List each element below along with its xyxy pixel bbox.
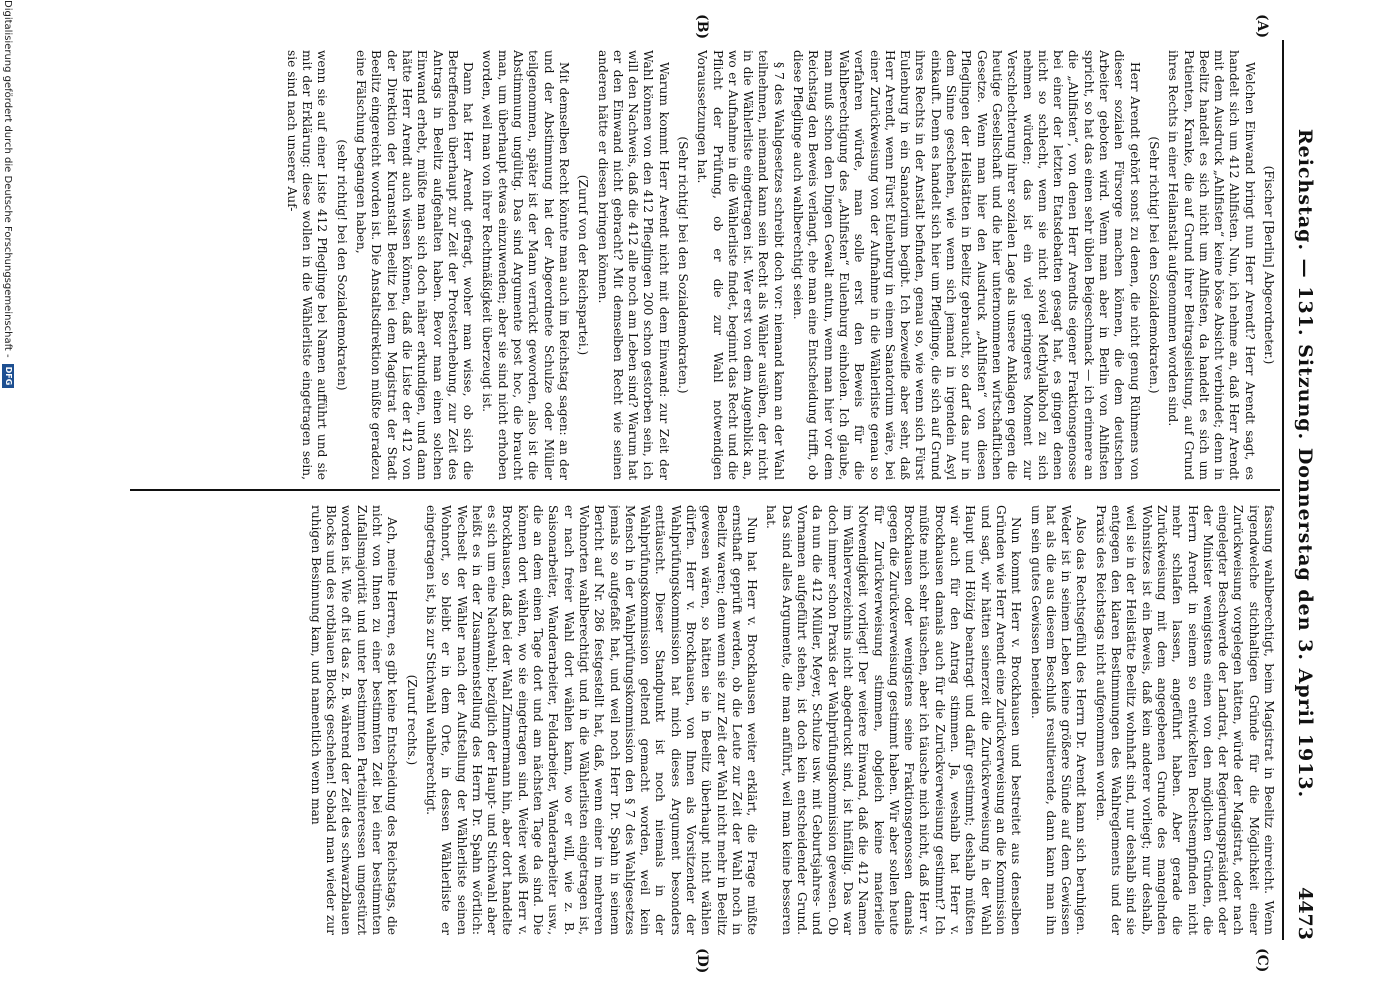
- interjection: (Sehr richtig! bei den Sozialdemokraten.): [1146, 136, 1161, 394]
- interjection: (sehr richtig! bei den Sozialdemokraten): [334, 139, 349, 391]
- interjection: (Zuruf von der Reichspartei.): [576, 174, 591, 356]
- interjection: (Sehr richtig! bei den Sozialdemokraten.): [676, 136, 691, 394]
- paragraph: Nun kommt Herr v. Brockhausen und bestreitet aus denselben Gründen wie Herr Arendt eine Zurückverweisung an die Kommission und sagt, wir hätten seinerzeit die Zurückverweisung in der Wahl Haupt und Hölzig beantragt und dafür gestimmt; deshalb müßten wir auch für den Antrag stimmen. Ja, weshalb hat Herr v. Brockhausen damals auch für die Zurückverweisung gestimmt? Ich müßte mich sehr täuschen, aber ich täusche mich nicht, daß Herr v. Brockhausen oder wenigstens seine Fraktionsgenossen damals gegen die Zurückverweisung gestimmt haben. Wir aber sollen heute für Zurückverweisung stimmen, obgleich keine materielle Notwendigkeit vorliegt! Der weitere Einwand, daß die 412 Namen im Wählerverzeichnis nicht abgedruckt sind, ist hinfällig. Das war doch immer schon Praxis der Wahlprüfungskommission gewesen. Ob da nun die 412 Müller, Meyer, Schulze usw. mit Geburtsjahres- und Vornamen aufgeführt stehen, ist doch kein entscheidender Grund. Das sind alles Argumente, die man anführt, weil man keine besseren hat.: [764, 505, 1024, 935]
- interjection: (Zuruf rechts.): [404, 674, 419, 766]
- margin-marker-c: (C): [1254, 948, 1270, 973]
- digitization-footer: [0, 0, 16, 1000]
- newspaper-page: [80, 0, 1380, 1000]
- paragraph: § 7 des Wahlgesetzes schreibt doch vor: niemand kann an der Wahl teilnehmen, niemand kann sein Recht als Wähler ausüben, der nicht in die Wählerliste eingetragen ist. Wer erst von dem Augenblick an, wo er Aufnahme in die Wählerliste findet, beginnt das Recht und die Pflicht der Prüfung, ob er die zur Wahl notwendigen Voraussetzungen hat.: [695, 50, 786, 480]
- digitization-note: Digitalisierung gefördert durch die Deutsche Forschungsgemeinschaft -: [2, 0, 14, 358]
- right-column: [136, 505, 1276, 935]
- paragraph: Dann hat Herr Arendt gefragt, woher man wisse, ob sich die Betreffenden überhaupt zur Zeit der Protesterhebung, zur Zeit des Antrags in Beelitz aufgehalten haben. Bevor man einen solchen Einwand erhebt, müßte man sich doch näher erkundigen, und dann hätte Herr Arendt auch wissen können, daß die Liste der 412 von der Direktion der Kuranstalt Beelitz bei dem Magistrat der Stadt Beelitz eingereicht worden ist. Die Anstaltsdirektion müßte geradezu eine Fälschung begangen haben,: [354, 50, 476, 480]
- paragraph: Welchen Einwand bringt nun Herr Arendt? Herr Arendt sagt, es handelt sich um 412 Ahlfisten. Nun, ich nehme an, daß Herr Arendt mit dem Ausdruck „Ahlfisten“ keine böse Absicht verbindet; denn in Beelitz handelt es sich nicht um Ahlfisten, da handelt es sich um Patienten, Kranke, die auf Grund ihrer Beitragsleistung, auf Grund ihres Rechts in einer Heilanstalt aufgenommen worden sind.: [1166, 50, 1257, 480]
- dfg-logo: DFG: [2, 364, 14, 389]
- page-header: [1290, 40, 1320, 940]
- paragraph: wenn sie auf einer Liste 412 Pfleglinge bei Namen aufführt und sie mit der Erklärung: diese wollen in die Wählerliste eingetragen sein, sie sind nach unserer Auf-: [284, 50, 330, 480]
- left-column: [136, 50, 1276, 480]
- column-divider: [130, 489, 1280, 491]
- paragraph: Herr Arendt gehört sonst zu denen, die nicht genug Rühmens von dieser sozialen Fürsorge machen können, die dem deutschen Arbeiter geboten wird. Wenn man aber in Berlin von Ahlfisten spricht, so hat das einen sehr üblen Beigeschmack — ich erinnere an die „Ahlfisten“, von denen Herr Arendts eigener Fraktionsgenosse bei einer der letzten Etatsdebatten gesagt hat, es gingen denen nicht so schlecht, wenn sie nicht soviel Methylalkohol zu sich nehmen würden; das ist ein viel geringeres Moment zur Verschlechterung ihrer sozialen Lage als unsere Anklagen gegen die heutige Gesellschaft und die hier unternommenen wirtschaftlichen Gesetze. Wenn man hier den Ausdruck „Ahlfisten“ von diesen Pfleglingen der Heilstätten in Beelitz gebraucht, so darf das nur in dem Sinne geschehen, wie wenn sich jemand in irgendein Asyl einkauft. Denn es handelt sich hier um Pfleglinge, die sich auf Grund ihres Rechts in der Anstalt befinden, genau so, wie wenn sich Fürst Eulenburg in ein Sanatorium begibt. Ich bezweifle aber sehr, daß Herr Arendt, wenn Fürst Eulenburg in einem Sanatorium wäre, bei einer Zurückweisung von der Aufnahme in die Wählerliste genau so verfahren würde, man solle erst den Beweis für die Wahlberechtigung des „Ahlfisten“ Eulenburg einholen. Ich glaube, man muß schon den Dingen Gewalt antun, wenn man hier vor dem Reichstag den Beweis verlangt, ehe man eine Entscheidung trifft, ob diese Pfleglinge auch wahlberechtigt seien.: [791, 50, 1142, 480]
- margin-marker-a: (A): [1254, 14, 1270, 39]
- margin-marker-d: (D): [694, 948, 710, 974]
- paragraph: Warum kommt Herr Arendt nicht mit dem Einwand: zur Zeit der Wahl können von den 412 Pfleglingen 200 schon gestorben sein, ich will den Nachweis, daß die 412 alle noch am Leben sind? Warum hat er den Einwand nicht gebracht? Mit demselben Recht wie seinen anderen hätte er diesen bringen können.: [595, 50, 671, 480]
- speaker-line: (Fischer [Berlin] Abgeordneter.): [1262, 165, 1276, 365]
- margin-marker-b: (B): [694, 14, 710, 40]
- paragraph: Nun hat Herr v. Brockhausen weiter erklärt, die Frage müßte ernsthaft geprüft werden, ob die Leute zur Zeit der Wahl noch in Beelitz waren; denn wenn sie zur Zeit der Wahl nicht mehr in Beelitz gewesen wären, so hätten sie in Beelitz überhaupt nicht wählen dürfen. Herr v. Brockhausen, von Ihnen als Vorsitzender der Wahlprüfungskommission hat mich dieses Argument besonders enttäuscht. Dieser Standpunkt ist noch niemals in der Wahlprüfungskommission geltend gemacht worden, weil kein Mensch in der Wahlprüfungskommission den § 7 des Wahlgesetzes jemals so aufgefaßt hat, und weil noch Herr Dr. Spahn in seinem Bericht auf Nr. 286 festgestellt hat, daß, wenn einer in mehreren Wohnorten wahlberechtigt und in die Wählerlisten eingetragen ist, er nach freier Wahl dort wählen kann, wo er will, wie z. B. Saisonarbeiter, Wanderarbeiter, Feldarbeiter, Wanderarbeiter usw., die an dem einen Tage dort und am nächsten Tage da sind. Die können dort wählen, wo sie eingetragen sind. Weiter weiß Herr v. Brockhausen, daß bei der Wahl Zimmermann hin, aber dort handelte es sich um eine Nachwahl; bezüglich der Haupt- und Stichwahl aber heißt es in der Zusammenstellung des Herrn Dr. Spahn wörtlich: Wechselt der Wähler nach der Aufstellung der Wählerliste seinen Wohnort, so bleibt er in dem Orte, in dessen Wählerliste er eingetragen ist, bis zur Stichwahl wahlberechtigt.: [423, 505, 760, 935]
- paragraph: Also das Rechtsgefühl des Herrn Dr. Arendt kann sich beruhigen. Weder ist in seinem Leben keine größere Sünde auf dem Gewissen hat als die aus diesem Beschluß resultierende, dann kann man ihn um sein gutes Gewissen beneiden.: [1028, 505, 1089, 935]
- header-title: Reichstag. — 131. Sitzung. Donnerstag den 3. April 1913.: [1294, 128, 1316, 799]
- header-rule: [1282, 40, 1284, 940]
- paragraph: fassung wahlberechtigt, beim Magistrat in Beelitz einreicht. Wenn irgendwelche stichhaltigen Gründe für die Möglichkeit einer Zurückweisung vorgelegen hätten, würde der Magistrat, oder nach eingelegter Beschwerde der Landrat, der Regierungspräsident oder der Minister wenigstens einen von den möglichen Gründen, die Herrn Arendt in seinem so entwickelten Rechtsempfinden nicht mehr schlafen lassen, angeführt haben. Aber gerade die Zurückweisung mit dem angegebenen Grunde des mangelnden Wohnsitzes ist ein Beweis, daß kein anderer vorliegt; nur deshalb, weil sie in der Heilstätte Beelitz wohnhaft sind, nur deshalb sind sie entgegen den klaren Bestimmungen des Wahlreglements und der Praxis des Reichstags nicht aufgenommen worden.: [1093, 505, 1276, 935]
- page-number: 4473: [1294, 887, 1316, 940]
- paragraph: Ach, meine Herren, es gibt keine Entscheidung des Reichstags, die nicht von Ihnen zu einer bestimmten Zeit bei einer bestimmten Zufallsmajorität und unter bestimmten Parteiinteressen umgestürzt worden ist. Wie oft ist das z. B. während der Zeit des schwarzblauen Blocks und des rotblauen Blocks geschehen! Sobald man wieder zur ruhigen Besinnung kam, und namentlich wenn man: [308, 505, 400, 935]
- paragraph: Mit demselben Recht könnte man auch im Reichstag sagen: an der und der Abstimmung hat der Abgeordnete Schulze oder Müller teilgenommen, später ist der Mann verrückt geworden, also ist die Abstimmung ungültig. Das sind Argumente post hoc, die braucht man, um überhaupt etwas einzuwenden; aber sie sind nicht erhoben worden, weil man von ihrer Rechtmäßigkeit überzeugt ist.: [480, 50, 571, 480]
